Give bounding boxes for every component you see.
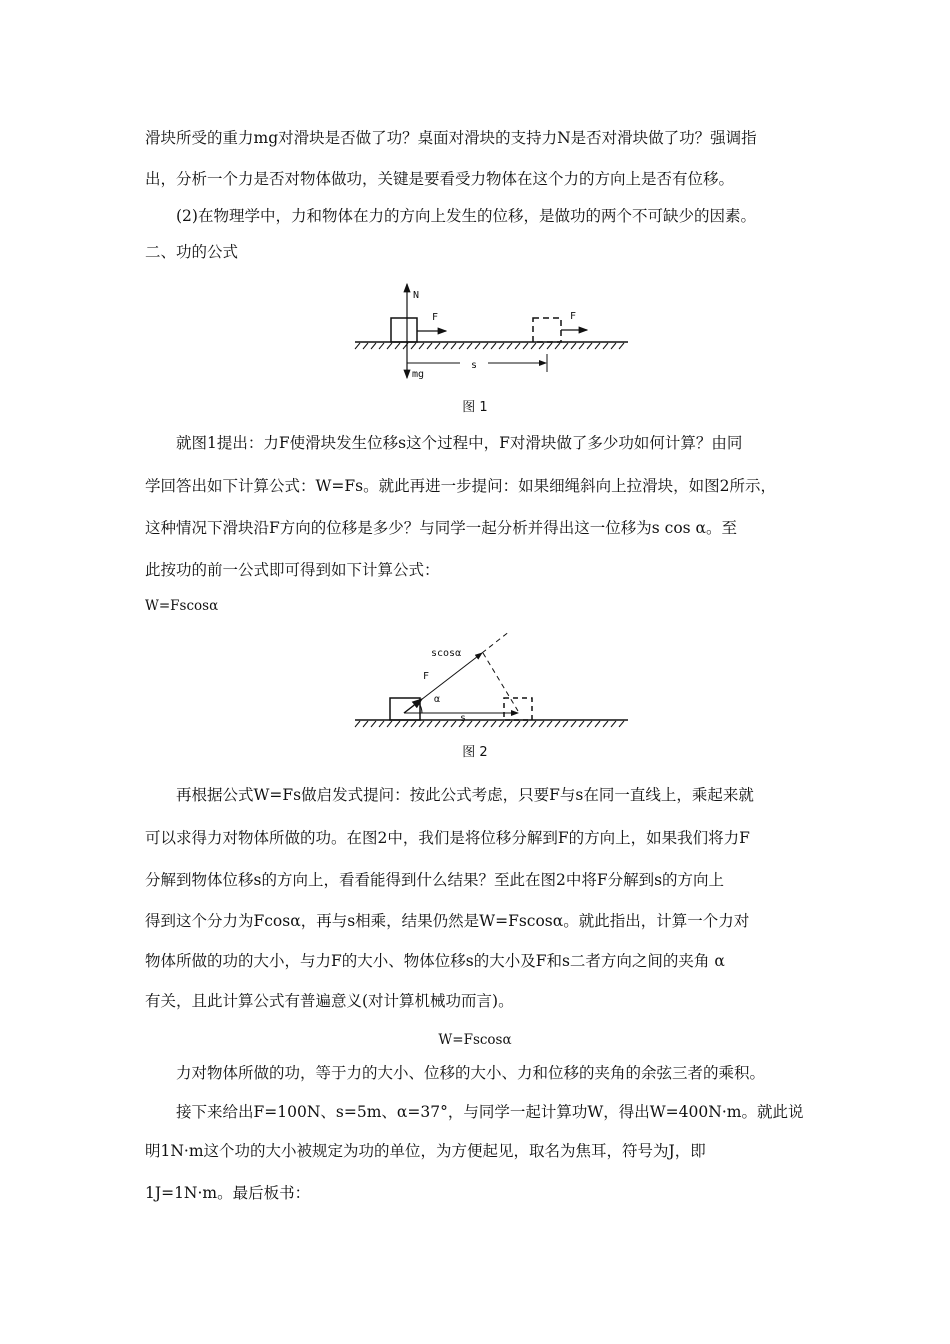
paragraph-4-line-3: 分解到物体位移s的方向上，看看能得到什么结果？至此在图2中将F分解到s的方向上 <box>145 871 725 889</box>
paragraph-1-line-1: 滑块所受的重力mg对滑块是否做了功？桌面对滑块的支持力N是否对滑块做了功？强调指 <box>145 129 757 147</box>
ground-hatching <box>355 343 624 349</box>
paragraph-5-line-1: 力对物体所做的功，等于力的大小、位移的大小、力和位移的夹角的余弦三者的乘积。 <box>176 1064 766 1082</box>
label-N: N <box>413 290 420 301</box>
block-initial <box>390 698 420 720</box>
figure-1-caption: 图 1 <box>462 400 488 415</box>
paragraph-1-line-2: 出，分析一个力是否对物体做功，关键是要看受力物体在这个力的方向上是否有位移。 <box>145 170 735 188</box>
label-F-initial: F <box>432 312 439 323</box>
block-final <box>533 318 561 342</box>
paragraph-6-line-1: 接下来给出F=100N、s=5m、α=37°，与同学一起计算功W，得出W=400N·m。就此说 <box>176 1103 804 1121</box>
label-mg: mg <box>412 369 425 380</box>
paragraph-3-line-4: 此按功的前一公式即可得到如下计算公式： <box>145 561 440 579</box>
label-s: s <box>460 713 467 724</box>
scos-alpha-extension <box>482 631 510 653</box>
label-s: s <box>471 360 478 371</box>
formula-work-centered: W=Fscosα <box>438 1032 512 1048</box>
ground-hatching <box>355 721 624 727</box>
figure-2-caption: 图 2 <box>462 745 488 760</box>
label-F-final: F <box>570 311 577 322</box>
label-alpha: α <box>434 694 441 705</box>
label-F: F <box>423 671 430 682</box>
block-initial <box>391 318 417 342</box>
formula-work-left: W=Fscosα <box>145 598 219 614</box>
figure-1-diagram <box>340 278 640 388</box>
paragraph-4-line-6: 有关，且此计算公式有普遍意义(对计算机械功而言)。 <box>145 992 514 1010</box>
figure-2-diagram <box>340 622 640 737</box>
paragraph-4-line-5: 物体所做的功的大小，与力F的大小、物体位移s的大小及F和s二者方向之间的夹角 α <box>145 952 725 970</box>
paragraph-6-line-2: 明1N·m这个功的大小被规定为功的单位，为方便起见，取名为焦耳，符号为J，即 <box>145 1142 706 1160</box>
label-scos-alpha: scosα <box>431 648 462 659</box>
paragraph-6-line-3: 1J=1N·m。最后板书： <box>145 1184 311 1202</box>
paragraph-3-line-3: 这种情况下滑块沿F方向的位移是多少？与同学一起分析并得出这一位移为s cos α。至 <box>145 519 737 537</box>
paragraph-4-line-1: 再根据公式W=Fs做启发式提问：按此公式考虑，只要F与s在同一直线上，乘起来就 <box>176 786 754 804</box>
paragraph-2-line-1: (2)在物理学中，力和物体在力的方向上发生的位移，是做功的两个不可缺少的因素。 <box>176 207 756 225</box>
paragraph-3-line-1: 就图1提出：力F使滑块发生位移s这个过程中，F对滑块做了多少功如何计算？由同 <box>176 434 743 452</box>
paragraph-4-line-2: 可以求得力对物体所做的功。在图2中，我们是将位移分解到F的方向上，如果我们将力F <box>145 829 750 847</box>
block-final <box>504 698 532 720</box>
paragraph-3-line-2: 学回答出如下计算公式：W=Fs。就此再进一步提问：如果细绳斜向上拉滑块，如图2所示， <box>145 477 776 495</box>
paragraph-4-line-4: 得到这个分力为Fcosα，再与s相乘，结果仍然是W=Fscosα。就此指出，计算一个力对 <box>145 912 750 930</box>
perpendicular-dashed-line <box>483 653 518 711</box>
section-heading-work-formula: 二、功的公式 <box>145 243 239 261</box>
